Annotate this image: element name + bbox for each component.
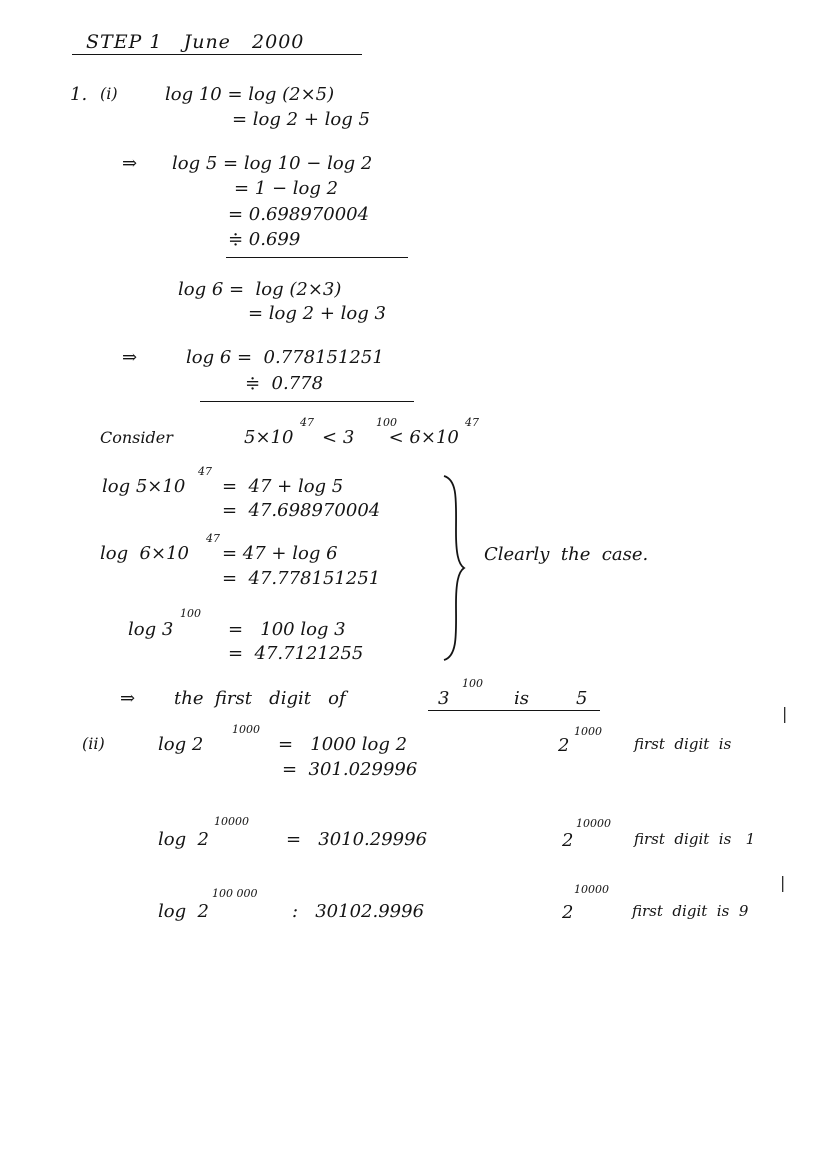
log6-underline bbox=[200, 401, 414, 402]
ii-row1-exp: 1000 bbox=[232, 723, 260, 736]
log6-line-1: log 6 = log (2×3) bbox=[178, 279, 342, 300]
conclusion-text: the first digit of bbox=[174, 688, 346, 709]
log5-line-3: = 0.698970004 bbox=[228, 204, 370, 225]
clearly-the-case-note: Clearly the case. bbox=[484, 544, 649, 565]
log10-line-1: log 10 = log (2×5) bbox=[165, 84, 335, 105]
conclusion-underline bbox=[428, 710, 600, 711]
ii-row1-lhs: log 2 bbox=[158, 734, 204, 755]
consider-inequality: 5×10 < 3 < 6×10 bbox=[244, 427, 459, 448]
consider-exp-2: 100 bbox=[376, 416, 397, 429]
log5-line-4: ≑ 0.699 bbox=[228, 229, 301, 250]
log5-line-1: log 5 = log 10 − log 2 bbox=[172, 153, 373, 174]
ii-row1-val: = 301.029996 bbox=[282, 759, 418, 780]
conclusion-value: 5 bbox=[576, 688, 588, 709]
log5-underline bbox=[226, 257, 408, 258]
block-row3-eq: = 100 log 3 bbox=[228, 619, 346, 640]
implies-arrow-3: ⇒ bbox=[120, 688, 136, 709]
heading-underline bbox=[72, 54, 362, 55]
ii-row3-right-text: first digit is 9 bbox=[632, 902, 749, 920]
log10-line-2: = log 2 + log 5 bbox=[232, 109, 370, 130]
ii-row1-right-base: 2 bbox=[558, 735, 570, 756]
log6-approx-line: ≑ 0.778 bbox=[245, 373, 324, 394]
block-row1-val: = 47.698970004 bbox=[222, 500, 381, 521]
ii-row2-right-text: first digit is 1 bbox=[634, 830, 756, 848]
block-row2-eq: = 47 + log 6 bbox=[222, 543, 338, 564]
implies-arrow-1: ⇒ bbox=[122, 153, 138, 174]
question-number: 1. bbox=[70, 84, 88, 105]
right-curly-brace bbox=[438, 472, 468, 664]
edge-mark-2: | bbox=[780, 873, 786, 892]
ii-row3-val: : 30102.9996 bbox=[292, 901, 425, 922]
ii-row3-right-exp: 10000 bbox=[574, 883, 609, 896]
ii-row2-lhs: log 2 bbox=[158, 829, 210, 850]
implies-arrow-2: ⇒ bbox=[122, 347, 138, 368]
consider-exp-1: 47 bbox=[300, 416, 314, 429]
log5-line-2: = 1 − log 2 bbox=[234, 178, 339, 199]
consider-label: Consider bbox=[100, 428, 173, 447]
log6-value-line: log 6 = 0.778151251 bbox=[186, 347, 384, 368]
consider-exp-3: 47 bbox=[465, 416, 479, 429]
ii-row1-right-exp: 1000 bbox=[574, 725, 602, 738]
block-row2-val: = 47.778151251 bbox=[222, 568, 381, 589]
block-row1-exp: 47 bbox=[198, 465, 212, 478]
page-heading: STEP 1 June 2000 bbox=[86, 31, 305, 53]
block-row1-lhs: log 5×10 bbox=[102, 476, 186, 497]
ii-row3-right-base: 2 bbox=[562, 902, 574, 923]
block-row3-exp: 100 bbox=[180, 607, 201, 620]
ii-row2-val: = 3010.29996 bbox=[286, 829, 428, 850]
conclusion-base: 3 bbox=[438, 688, 450, 709]
part-i-label: (i) bbox=[100, 84, 118, 103]
ii-row2-right-base: 2 bbox=[562, 830, 574, 851]
ii-row2-right-exp: 10000 bbox=[576, 817, 611, 830]
block-row2-lhs: log 6×10 bbox=[100, 543, 189, 564]
block-row2-exp: 47 bbox=[206, 532, 220, 545]
ii-row2-exp: 10000 bbox=[214, 815, 249, 828]
block-row3-val: = 47.7121255 bbox=[228, 643, 364, 664]
ii-row1-right-text: first digit is bbox=[634, 735, 732, 753]
log6-line-2: = log 2 + log 3 bbox=[248, 303, 386, 324]
ii-row3-lhs: log 2 bbox=[158, 901, 210, 922]
ii-row3-exp: 100 000 bbox=[212, 887, 258, 900]
block-row1-eq: = 47 + log 5 bbox=[222, 476, 344, 497]
part-ii-label: (ii) bbox=[82, 734, 105, 753]
conclusion-exp: 100 bbox=[462, 677, 483, 690]
edge-mark-1: | bbox=[782, 704, 788, 723]
block-row3-lhs: log 3 bbox=[128, 619, 174, 640]
conclusion-is: is bbox=[514, 688, 529, 709]
ii-row1-eq: = 1000 log 2 bbox=[278, 734, 408, 755]
